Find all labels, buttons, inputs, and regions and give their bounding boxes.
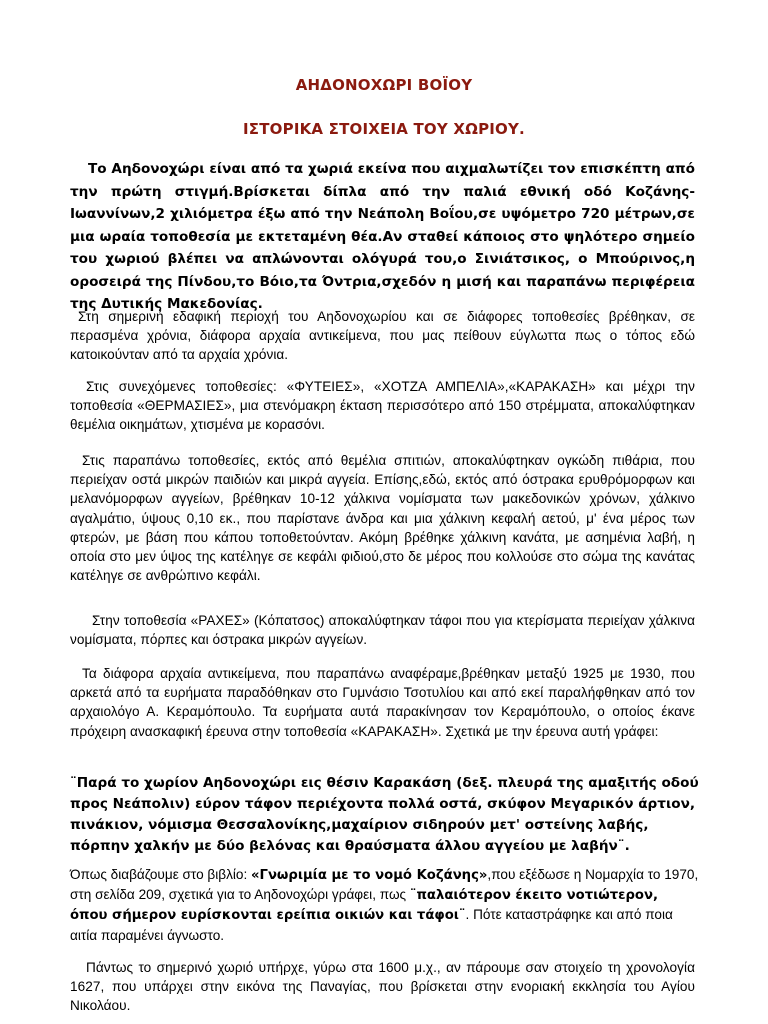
intro-paragraph [70, 158, 695, 316]
intro-text: Το Αηδονοχώρι είναι από τα χωριά εκείνα που αιχμαλωτίζει τον επισκέπτη από την πρώτη στιγμή.Βρίσκεται δίπλα από την παλιά εθνική οδό Κοζάνης-Ιωαννίνων,2 χιλιόμετρα έξω από την Νεάπολη Βοΐου,σε υψόμετρο 720 μέτρων,σε μια ωραία τοποθεσία με εκτεταμένη θέα.Αν σταθεί κάποιος στο ψηλότερο σημείο του χωριού βλέπει να απλώνονται ολόγυρά του,ο Σινιάτσικος, ο Μπούρινος,η οροσειρά της Πίνδου,το Βόιο,τα Όντρια,σχεδόν η μισή και παραπάνω περιφέρεια της Δυτικής Μακεδονίας. [70, 161, 695, 312]
paragraph-finds [70, 307, 695, 365]
quote-keramopoulos: ¨Παρά το χωρίον Αηδονοχώρι εις θέσιν Καρακάση (δεξ. πλευρά της αμαξιτής οδού προς Νεάπολιν) εύρον τάφον περιέχοντα πολλά οστά, σκύφον Μεγαρικόν άρτιον, πινάκιον, νόμισμα Θεσσαλονίκης,μαχαίριον σιδηρούν μετ' οστείνης λαβής, πόρπην χαλκήν με δύο βελόνας και θραύσματα άλλου αγγείου με λαβήν¨. [70, 775, 699, 854]
paragraph-text: Στις συνεχόμενες τοποθεσίες: «ΦΥΤΕΙΕΣ», «ΧΟΤΖΑ ΑΜΠΕΛΙΑ»,«ΚΑΡΑΚΑΣΗ» και μέχρι την τοποθεσία «ΘΕΡΜΑΣΙΕΣ», μια στενόμακρη έκταση περισσότερο από 150 στρέμματα, αποκαλύφτηκαν θεμέλια οικημάτων, χτισμένα με κορασόνι. [70, 379, 695, 433]
paragraph-text: Πάντως το σημερινό χωριό υπήρχε, γύρω στα 1600 μ.χ., αν πάρουμε σαν στοιχείο τη χρονολογία 1627, που υπάρχει στην εικόνα της Παναγίας, που βρίσκεται στην ενοριακή εκκλησία του Αγίου Νικολάου. [70, 960, 695, 1014]
book-quote: ¨παλαιότερον έκειτο νοτιώτερον, όπου σήμερον ευρίσκονται ερείπια οικιών και τάφοι¨ [70, 888, 658, 924]
text-segment: Όπως διαβάζουμε στο βιβλίο: [70, 867, 252, 882]
paragraph-text: Στις παραπάνω τοποθεσίες, εκτός από θεμέλια σπιτιών, αποκαλύφτηκαν ογκώδη πιθάρια, που περιείχαν οστά μικρών παιδιών και μικρά αγγεία. Επίσης,εδώ, εκτός από όστρακα ερυθρόμορφων και μελανόμορφων αγγείων, βρέθηκαν 10-12 χάλκινα νομίσματα των μακεδονικών χρόνων, χάλκινο αγαλμάτιο, ύψους 0,10 εκ., που παρίστανε άνδρα και μια χάλκινη κεφαλή αετού, μ' ένα μέρος των φτερών, με βάση που κάπου τοποθετούνταν. Ακόμη βρέθηκε χάλκινη κανάτα, με ασημένια λαβή, η οποία στο μεν ύψος της κατέληγε σε κεφάλι φιδιού,στο δε μέρος που κολλούσε στο σώμα της κανάτας κατέληγε σε ανθρώπινο κεφάλι. [70, 453, 695, 584]
paragraph-current-village [70, 958, 695, 1016]
text-segment: . Πότε καταστράφηκε και από ποια αιτία παραμένει άγνωστο. [70, 907, 673, 943]
paragraph-text: Τα διάφορα αρχαία αντικείμενα, που παραπάνω αναφέραμε,βρέθηκαν μεταξύ 1925 με 1930, που αρκετά από τα ευρήματα παραδόθηκαν στο Γυμνάσιο Τσοτυλίου και από εκεί παραλήφθηκαν από τον αρχαιολόγο Α. Κεραμόπουλο. Τα ευρήματα αυτά παρακίνησαν τον Κεραμόπουλο, ο οποίος έκανε πρόχειρη ανασκαφική έρευνα στην τοποθεσία «ΚΑΡΑΚΑΣΗ». Σχετικά με την έρευνα αυτή γράφει: [70, 666, 695, 739]
paragraph-raxes [70, 611, 695, 649]
paragraph-excavation [70, 664, 695, 741]
paragraph-artifacts [70, 451, 695, 585]
paragraph-book-reference [70, 865, 700, 945]
text-segment: ,που εξέδωσε η Νομαρχία το 1970, στη σελίδα 209, σχετικά για το Αηδονοχώρι γράφει, πως [70, 867, 699, 903]
page-subtitle: ΙΣΤΟΡΙΚΑ ΣΤΟΙΧΕΙΑ ΤΟΥ ΧΩΡΙΟΥ. [243, 120, 525, 138]
paragraph-text: Στην τοποθεσία «ΡΑΧΕΣ» (Κόπατσος) αποκαλύφτηκαν τάφοι που για κτερίσματα περιείχαν χάλκινα νομίσματα, πόρπες και όστρακα μικρών αγγείων. [70, 613, 695, 648]
paragraph-locations [70, 377, 695, 435]
page-title: ΑΗΔΟΝΟΧΩΡΙ ΒΟΪΟΥ [295, 76, 473, 94]
paragraph-text: Στη σημερινή εδαφική περιοχή του Αηδονοχωρίου και σε διάφορες τοποθεσίες βρέθηκαν, σε περασμένα χρόνια, διάφορα αρχαία αντικείμενα, που μας πείθουν εύγλωττα πως ο τόπος εδώ κατοικούνταν από τα αρχαία χρόνια. [70, 309, 695, 363]
book-title: «Γνωριμία με το νομό Κοζάνης» [251, 868, 488, 883]
